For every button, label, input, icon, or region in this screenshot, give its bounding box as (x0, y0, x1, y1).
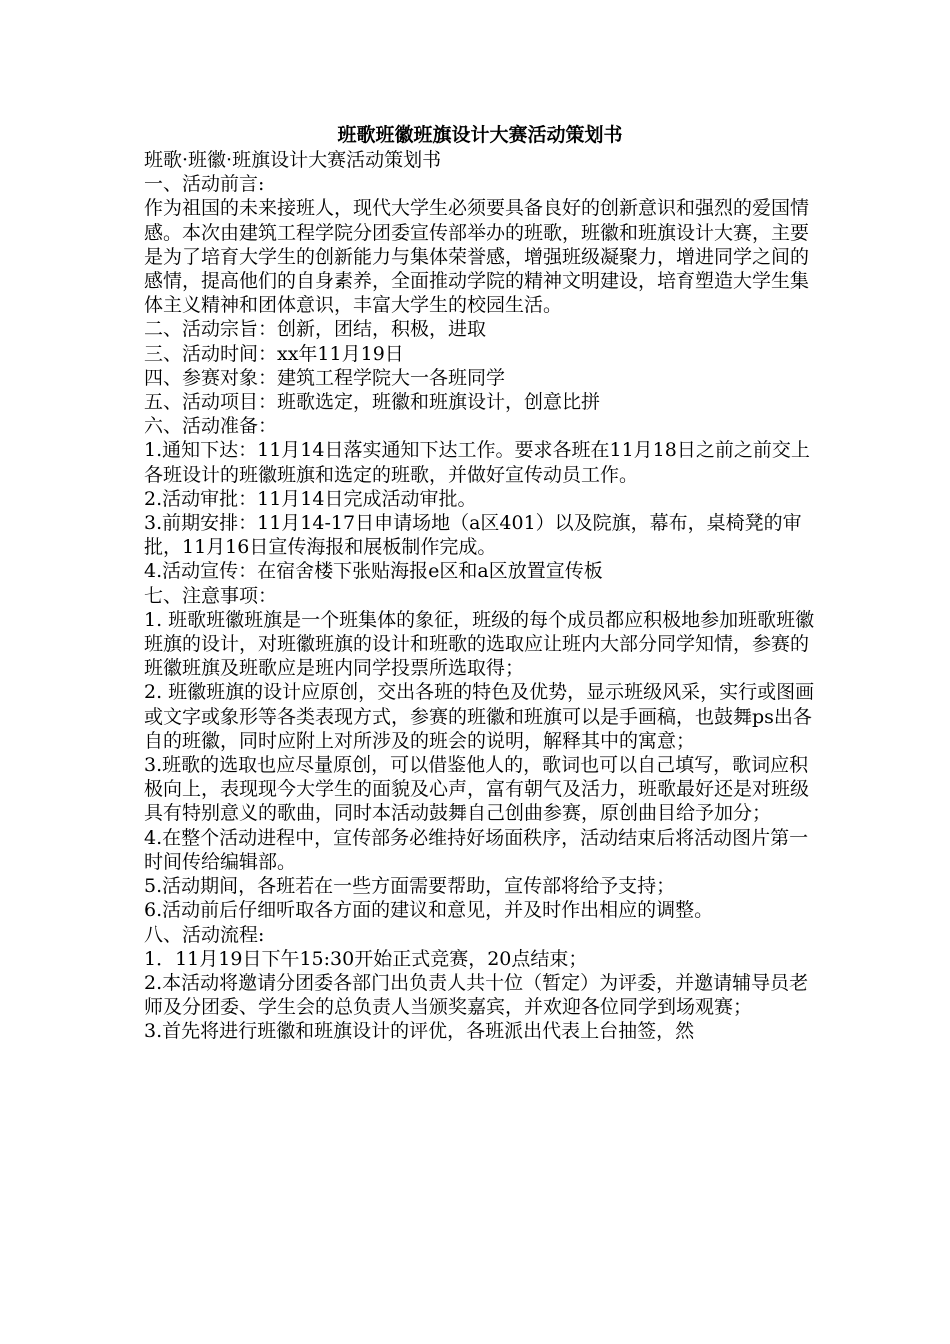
paragraph: 1. 班歌班徽班旗是一个班集体的象征，班级的每个成员都应积极地参加班歌班徽班旗的设计，对班徽班旗的设计和班歌的选取应让班内大部分同学知情，参赛的班徽班旗及班歌应是班内同学投票所选取得； (144, 608, 815, 680)
paragraph: 5.活动期间，各班若在一些方面需要帮助，宣传部将给予支持； (144, 875, 676, 898)
paragraph: 四、参赛对象：建筑工程学院大一各班同学 (144, 366, 506, 389)
paragraph: 1．11月19日下午15:30开始正式竞赛，20点结束； (144, 947, 588, 970)
document-title: 班歌班徽班旗设计大赛活动策划书 (337, 124, 623, 146)
document-text (144, 148, 816, 1044)
paragraph: 一、活动前言: (144, 173, 265, 196)
paragraph: 二、活动宗旨：创新，团结，积极，进取 (144, 318, 487, 341)
paragraph: 七、注意事项： (144, 584, 278, 607)
paragraph: 4.在整个活动进程中，宣传部务必维持好场面秩序，活动结束后将活动图片第一时间传给编辑部。 (144, 826, 809, 873)
document-body (144, 122, 816, 1044)
paragraph: 班歌·班徽·班旗设计大赛活动策划书 (144, 149, 442, 171)
paragraph: 2.本活动将邀请分团委各部门出负责人共十位（暂定）为评委，并邀请辅导员老师及分团委、学生会的总负责人当颁奖嘉宾，并欢迎各位同学到场观赛； (144, 971, 809, 1019)
paragraph: 八、活动流程: (144, 923, 265, 946)
paragraph: 3.首先将进行班徽和班旗设计的评优，各班派出代表上台抽签，然 (144, 1020, 695, 1043)
paragraph: 2.活动审批：11月14日完成活动审批。 (144, 487, 477, 510)
paragraph: 2. 班徽班旗的设计应原创，交出各班的特色及优势，显示班级风采，实行或图画或文字或象形等各类表现方式，参赛的班徽和班旗可以是手画稿，也鼓舞ps出各自的班徽，同时应附上对所涉及的班会的说明，解释其中的寓意； (144, 681, 815, 752)
paragraph: 3.前期安排：11月14-17日申请场地（a区401）以及院旗，幕布，桌椅凳的审批，11月16日宣传海报和展板制作完成。 (144, 512, 802, 559)
paragraph: 五、活动项目：班歌选定，班徽和班旗设计，创意比拼 (144, 391, 601, 414)
paragraph: 1.通知下达：11月14日落实通知下达工作。要求各班在11月18日之前之前交上各班设计的班徽班旗和选定的班歌，并做好宣传动员工作。 (144, 439, 810, 486)
paragraph: 4.活动宣传：在宿舍楼下张贴海报e区和a区放置宣传板 (144, 560, 603, 583)
paragraph: 作为祖国的未来接班人，现代大学生必须要具备良好的创新意识和强烈的爱国情感。本次由建筑工程学院分团委宣传部举办的班歌，班徽和班旗设计大赛，主要是为了培育大学生的创新能力与集体荣誉感，增强班级凝聚力，增进同学之间的感情，提高他们的自身素养，全面推动学院的精神文明建设，培育塑造大学生集体主义精神和团体意识，丰富大学生的校园生活。 (144, 197, 810, 317)
paragraph: 6.活动前后仔细听取各方面的建议和意见，并及时作出相应的调整。 (144, 899, 714, 922)
paragraph: 3.班歌的选取也应尽量原创，可以借鉴他人的，歌词也可以自己填写，歌词应积极向上，表现现今大学生的面貌及心声，富有朝气及活力，班歌最好还是对班级具有特别意义的歌曲，同时本活动鼓舞自己创曲参赛，原创曲目给予加分； (144, 754, 810, 825)
paragraph: 六、活动准备： (144, 415, 278, 438)
paragraph: 三、活动时间：xx年11月19日 (144, 342, 404, 365)
